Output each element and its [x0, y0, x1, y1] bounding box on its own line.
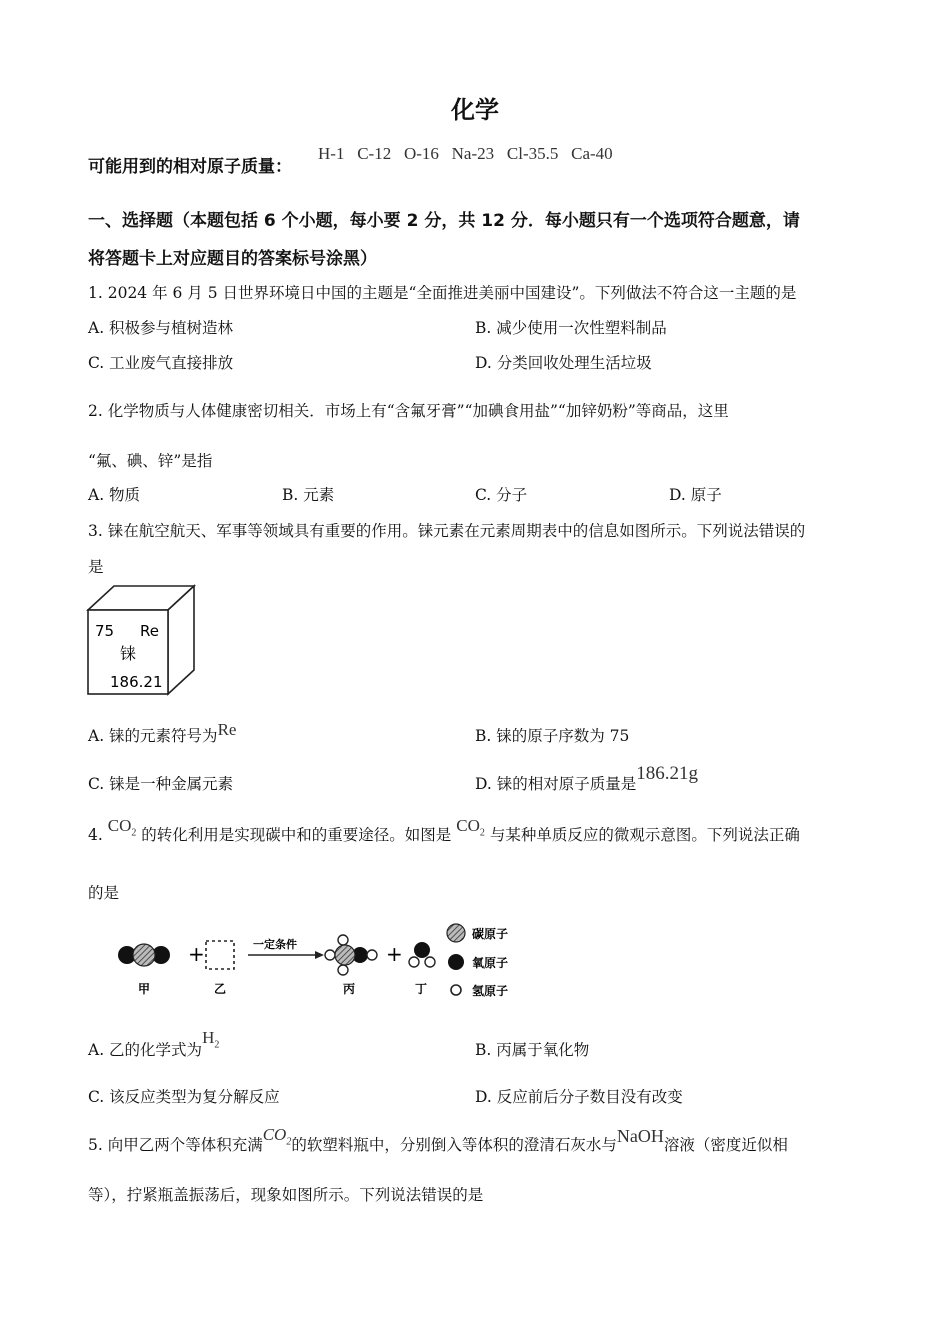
label-jia: 甲 [138, 982, 151, 996]
plus-sign-1: + [188, 942, 205, 966]
q4-option-a [88, 1028, 220, 1062]
q2-option-c: C. 分子 [475, 486, 528, 504]
q5-stem-part-b: 的软塑料瓶中，分别倒入等体积的澄清石灰水与 [291, 1136, 617, 1154]
section-heading-line1: 一、选择题（本题包括 6 个小题，每小要 2 分，共 12 分．每小题只有一个选项符合题意，请 [88, 211, 800, 231]
q4-co2-1-main: CO [107, 816, 132, 835]
q4-number: 4. [88, 826, 103, 844]
q3-option-a-text: A. 铼的元素符号为 [88, 727, 218, 745]
hydrogen-atom [338, 935, 348, 945]
label-yi: 乙 [214, 982, 227, 996]
hydrogen-atom [409, 957, 419, 967]
mass-cl: Cl-35.5 [506, 144, 559, 163]
q3-option-d-text: D. 铼的相对原子质量是 [475, 775, 637, 793]
q5-stem-line1 [88, 1125, 788, 1157]
mass-na: Na-23 [451, 144, 495, 163]
legend-carbon-label: 碳原子 [472, 927, 509, 941]
q3-option-c: C. 铼是一种金属元素 [88, 775, 234, 793]
q4-h2-sub: 2 [214, 1039, 220, 1051]
carbon-atom [133, 944, 155, 966]
legend-hydrogen-label: 氢原子 [472, 984, 509, 998]
carbon-atom [335, 945, 355, 965]
q2-option-b: B. 元素 [282, 486, 335, 504]
hydrogen-atom [338, 965, 348, 975]
section-heading-line2: 将答题卡上对应题目的答案标号涂黑） [88, 249, 377, 269]
q4-h2-main: H [202, 1028, 215, 1047]
legend-oxygen-label: 氧原子 [472, 956, 509, 970]
q5-naoh-formula: NaOH [616, 1126, 664, 1146]
q3-option-a [88, 720, 237, 746]
mass-ca: Ca-40 [571, 144, 613, 163]
q1-stem: 1. 2024 年 6 月 5 日世界环境日中国的主题是“全面推进美丽中国建设”。下列做法不符合这一主题的是 [88, 284, 797, 302]
q4-stem-part-a: 的转化利用是实现碳中和的重要途径。如图是 [141, 826, 452, 844]
hydrogen-atom [367, 950, 377, 960]
atomic-mass-label: 可能用到的相对原子质量： [88, 157, 292, 177]
q2-stem-line1: 2. 化学物质与人体健康密切相关．市场上有“含氟牙膏”“加碘食用盐”“加锌奶粉”等商品，这里 [88, 402, 729, 420]
q5-stem-part-a: 5. 向甲乙两个等体积充满 [88, 1136, 263, 1154]
q4-stem-line2: 的是 [88, 884, 120, 902]
element-symbol: Re [140, 622, 159, 640]
mass-c: C-12 [357, 144, 392, 163]
q4-co2-2-sub: 2 [479, 827, 485, 839]
q3-option-b: B. 铼的原子序数为 75 [475, 727, 630, 745]
hydrogen-atom [325, 950, 335, 960]
q2-stem-line2: “氟、碘、锌”是指 [88, 452, 213, 470]
q3-option-a-formula: Re [217, 720, 237, 739]
mass-h: H-1 [318, 144, 345, 163]
q4-option-b: B. 丙属于氧化物 [475, 1041, 590, 1059]
q5-co2-sub: 2 [286, 1136, 292, 1148]
legend-hydrogen-icon [451, 985, 461, 995]
reaction-condition: 一定条件 [253, 938, 297, 951]
arrow-head [315, 951, 324, 959]
atomic-mass-values [318, 144, 613, 164]
legend-carbon-icon [447, 924, 465, 942]
q4-option-a-text: A. 乙的化学式为 [88, 1041, 203, 1059]
q3-option-d-formula: 186.21g [636, 763, 698, 784]
molecule-co2 [118, 944, 170, 966]
molecule-water [409, 942, 435, 967]
label-bing: 丙 [343, 982, 356, 996]
unknown-substance-box [206, 941, 234, 969]
q5-stem-part-c: 溶液（密度近似相 [663, 1136, 788, 1154]
q2-option-a: A. 物质 [88, 486, 141, 504]
q3-option-d [475, 763, 698, 795]
molecule-product-c [325, 935, 377, 975]
legend-oxygen-icon [448, 954, 464, 970]
q4-option-c: C. 该反应类型为复分解反应 [88, 1088, 280, 1106]
q1-option-b: B. 减少使用一次性塑料制品 [475, 319, 667, 337]
oxygen-atom [414, 942, 430, 958]
q5-stem-line2: 等），拧紧瓶盖振荡后，现象如图所示。下列说法错误的是 [88, 1186, 484, 1204]
reaction-diagram [110, 917, 530, 1003]
page-title: 化学 [451, 96, 499, 124]
q4-co2-formula-1 [107, 816, 137, 839]
element-mass: 186.21 [110, 673, 163, 691]
q3-stem-line2: 是 [88, 558, 104, 576]
label-ding: 丁 [415, 982, 428, 996]
q4-co2-2-main: CO [456, 816, 480, 835]
q1-option-d: D. 分类回收处理生活垃圾 [475, 354, 652, 372]
q4-stem-line1 [88, 816, 800, 847]
q4-co2-formula-2 [456, 816, 485, 839]
q4-option-d: D. 反应前后分子数目没有改变 [475, 1088, 683, 1106]
element-name: 铼 [120, 644, 137, 663]
mass-o: O-16 [403, 144, 439, 163]
plus-sign-2: + [386, 942, 403, 966]
q2-option-d: D. 原子 [669, 486, 722, 504]
q1-option-a: A. 积极参与植树造林 [88, 319, 234, 337]
q4-stem-part-b: 与某种单质反应的微观示意图。下列说法正确 [489, 826, 800, 844]
q5-co2-formula [262, 1125, 292, 1148]
hydrogen-atom [425, 957, 435, 967]
q3-stem-line1: 3. 铼在航空航天、军事等领域具有重要的作用。铼元素在元素周期表中的信息如图所示。下列说法错误的 [88, 522, 806, 540]
element-cube-figure [86, 584, 198, 696]
q4-co2-1-sub: 2 [131, 827, 137, 839]
element-atomic-number: 75 [95, 622, 115, 640]
q1-option-c: C. 工业废气直接排放 [88, 354, 234, 372]
q4-option-a-formula [202, 1028, 220, 1051]
q5-co2-main: CO [262, 1125, 287, 1144]
